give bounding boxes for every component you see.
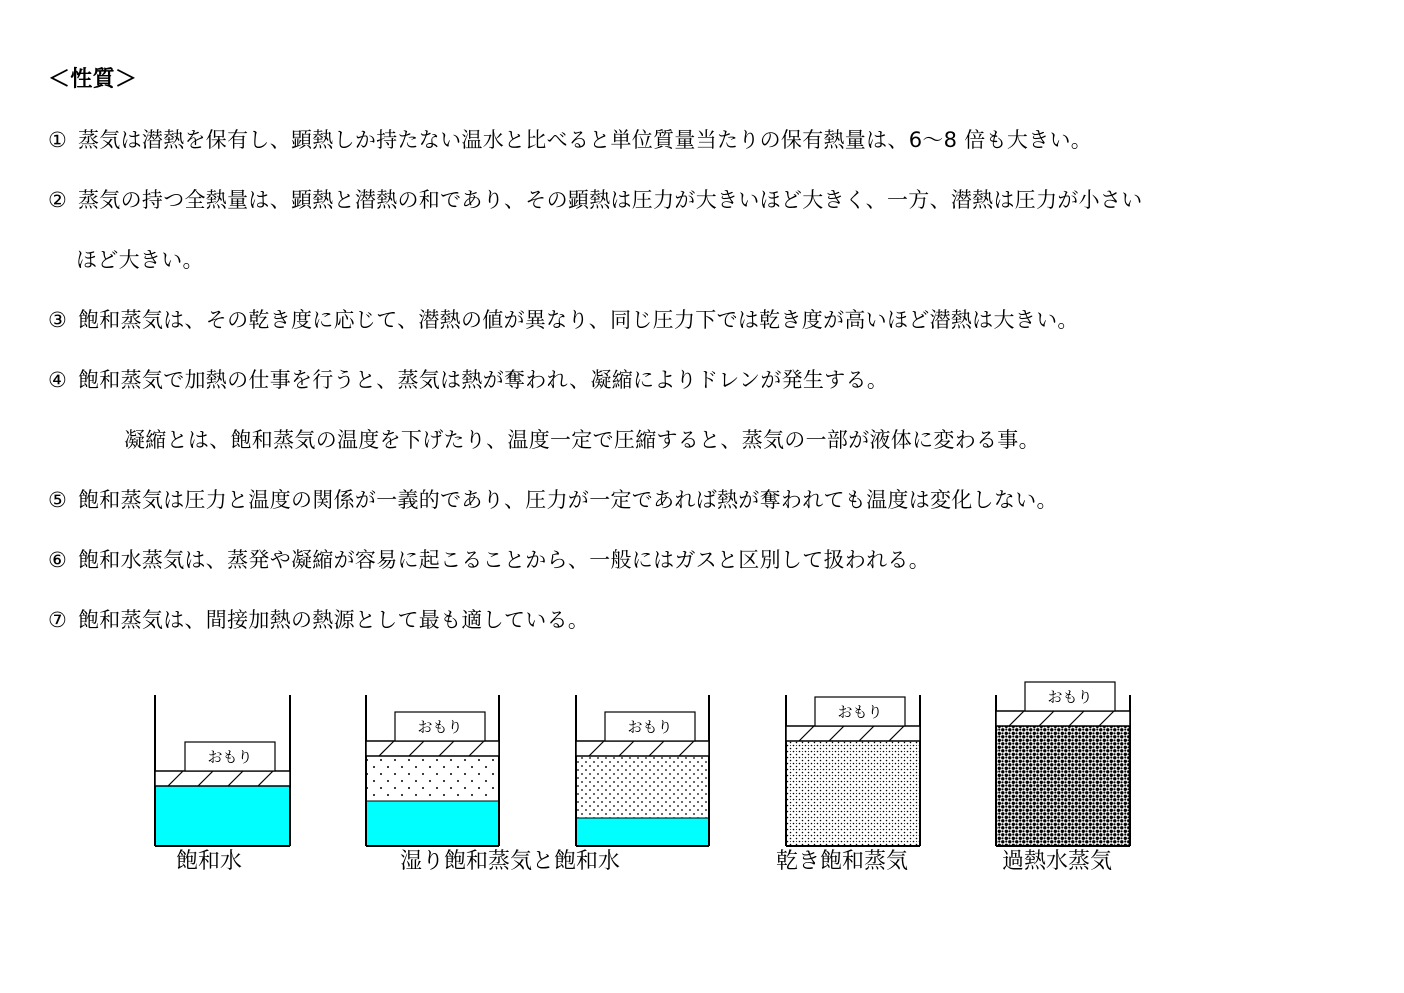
- caption-saturated-water: 飽和水: [176, 849, 243, 874]
- weight-label: おもり: [417, 718, 463, 736]
- caption-dry-steam: 乾き飽和蒸気: [776, 849, 909, 874]
- item-text: 飽和蒸気は、間接加熱の熱源として最も適している。: [78, 608, 590, 632]
- cylinder-superheated: [996, 682, 1130, 846]
- item-note: 凝縮とは、飽和蒸気の温度を下げたり、温度一定で圧縮すると、蒸気の一部が液体に変わる事。: [124, 428, 1040, 452]
- item-text: 飽和蒸気で加熱の仕事を行うと、蒸気は熱が奪われ、凝縮によりドレンが発生する。: [78, 368, 889, 392]
- item-text: 蒸気の持つ全熱量は、顕熱と潜熱の和であり、その顕熱は圧力が大きいほど大きく、一方、潜熱は圧力が小さい: [78, 188, 1143, 212]
- item-text: 飽和蒸気は、その乾き度に応じて、潜熱の値が異なり、同じ圧力下では乾き度が高いほど潜熱は大きい。: [78, 308, 1079, 332]
- weight-label: おもり: [1047, 688, 1093, 706]
- cylinder-saturated-water: [155, 695, 290, 846]
- weight-label: おもり: [207, 748, 253, 766]
- cylinder-dry-steam: [786, 695, 920, 846]
- weight-label: おもり: [837, 703, 883, 721]
- item-number: ③: [48, 308, 68, 332]
- item-number: ⑥: [48, 548, 68, 572]
- item-number: ⑤: [48, 488, 68, 512]
- weight-label: おもり: [627, 718, 673, 736]
- item-number: ⑦: [48, 608, 68, 632]
- water-fill: [366, 801, 499, 846]
- water-fill: [155, 786, 290, 846]
- water-fill: [576, 818, 709, 846]
- item-number: ①: [48, 128, 68, 152]
- item-text: 飽和蒸気は圧力と温度の関係が一義的であり、圧力が一定であれば熱が奪われても温度は変化しない。: [78, 488, 1058, 512]
- caption-superheated: 過熱水蒸気: [1002, 849, 1113, 874]
- item-text: 飽和水蒸気は、蒸発や凝縮が容易に起こることから、一般にはガスと区別して扱われる。: [78, 548, 930, 572]
- item-number: ②: [48, 188, 68, 212]
- section-heading: ＜性質＞: [48, 67, 138, 92]
- cylinder-wet-steam-1: [366, 695, 499, 846]
- item-text: 蒸気は潜熱を保有し、顕熱しか持たない温水と比べると単位質量当たりの保有熱量は、6～8 倍も大きい。: [78, 128, 1093, 152]
- caption-wet-steam: 湿り飽和蒸気と飽和水: [400, 849, 621, 874]
- item-continuation: ほど大きい。: [76, 248, 204, 272]
- cylinder-wet-steam-2: [576, 695, 709, 846]
- item-number: ④: [48, 368, 68, 392]
